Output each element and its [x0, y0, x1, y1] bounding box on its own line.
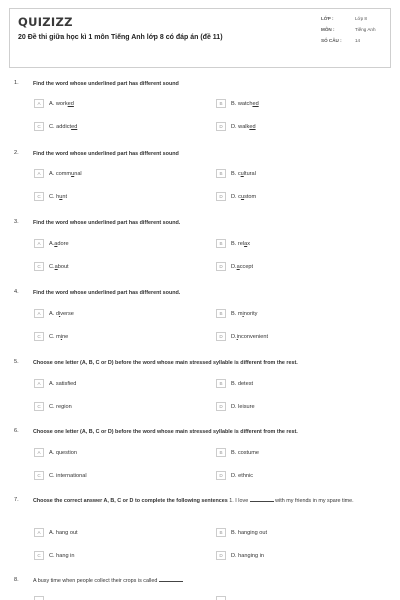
option-a[interactable]: A A. a dore: [34, 239, 69, 248]
quiz-meta: [321, 13, 393, 46]
option-b[interactable]: [216, 596, 231, 600]
answer-blank: [159, 577, 183, 582]
option-b[interactable]: B B. watch ed: [216, 99, 259, 108]
option-a[interactable]: A A. comm u nal: [34, 169, 82, 178]
option-b[interactable]: B B. hanging out: [216, 528, 267, 537]
answer-blank: [250, 497, 274, 502]
option-c[interactable]: C C. m i ne: [34, 332, 68, 341]
option-d[interactable]: D D. i nconvenient: [216, 332, 268, 341]
option-d[interactable]: D D. a ccept: [216, 262, 253, 271]
option-d[interactable]: D D. c u stom: [216, 192, 256, 201]
option-a[interactable]: A A. satisfied: [34, 379, 76, 388]
option-c[interactable]: C C. international: [34, 471, 87, 480]
option-d[interactable]: D D. ethnic: [216, 471, 253, 480]
option-c[interactable]: C C. h u nt: [34, 192, 67, 201]
option-a[interactable]: A A. question: [34, 448, 77, 457]
option-c[interactable]: C C. addict ed: [34, 122, 77, 131]
option-c[interactable]: C C. hang in: [34, 551, 75, 560]
quiz-header: [9, 8, 391, 68]
option-b[interactable]: B B. costume: [216, 448, 259, 457]
meta-row-count: SỐ CÂU : 14: [321, 38, 361, 43]
option-b[interactable]: B B. m i nority: [216, 309, 257, 318]
quizizz-logo: QUIZIZZ: [18, 15, 73, 29]
option-a[interactable]: A A. work ed: [34, 99, 74, 108]
option-d[interactable]: D D. leisure: [216, 402, 255, 411]
option-d[interactable]: D D. walk ed: [216, 122, 256, 131]
meta-row-subject: MÔN : Tiếng Anh: [321, 27, 376, 32]
option-b[interactable]: B B. c u ltural: [216, 169, 256, 178]
meta-row-grade: LỚP : Lớp 8: [321, 16, 367, 21]
quiz-title: 20 Đề thi giữa học kì 1 môn Tiếng Anh lớp 8 có đáp án (đề 11): [18, 34, 223, 41]
option-c[interactable]: C C. a bout: [34, 262, 69, 271]
option-a[interactable]: [34, 596, 49, 600]
option-a[interactable]: A A. d i verse: [34, 309, 74, 318]
option-a[interactable]: A A. hang out: [34, 528, 78, 537]
option-b[interactable]: B B. detest: [216, 379, 253, 388]
option-d[interactable]: D D. hanging in: [216, 551, 264, 560]
option-b[interactable]: B B. rel a x: [216, 239, 250, 248]
option-c[interactable]: C C. region: [34, 402, 72, 411]
